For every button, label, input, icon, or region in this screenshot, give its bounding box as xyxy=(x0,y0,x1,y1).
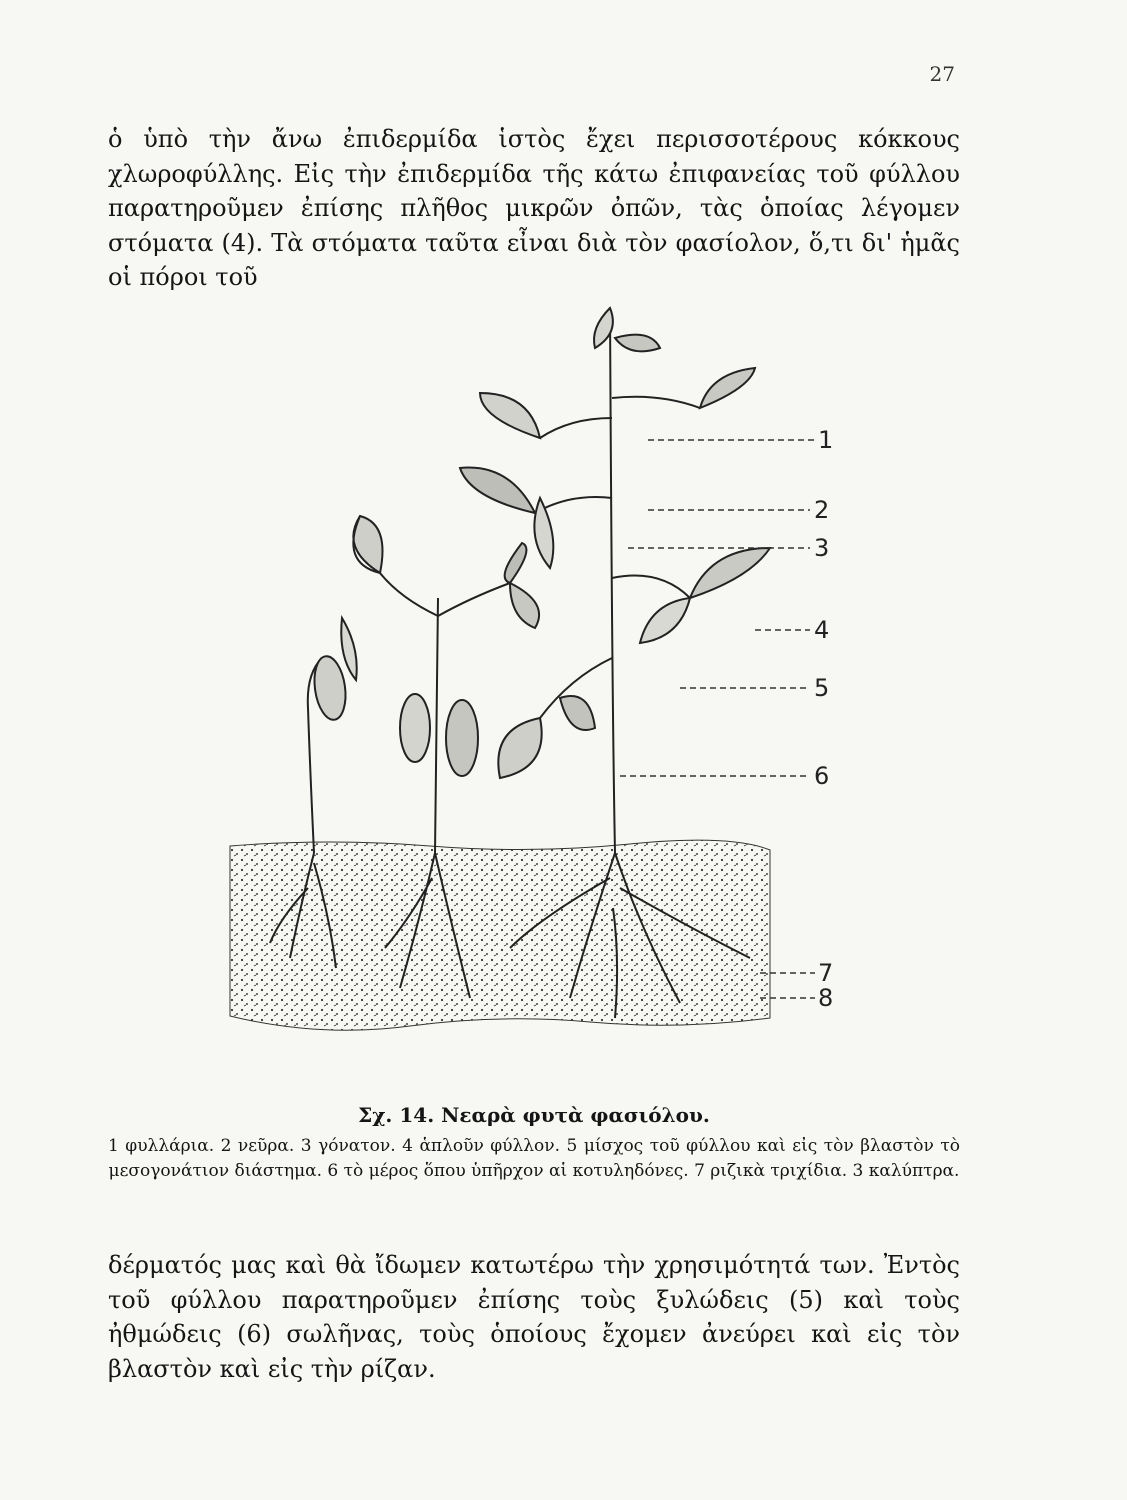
bean-plants-illustration xyxy=(210,298,850,1088)
callout-label-1: 1 xyxy=(818,426,834,454)
callout-label-7: 7 xyxy=(818,959,834,987)
top-paragraph: ὁ ὑπὸ τὴν ἄνω ἐπιδερμίδα ἱστὸς ἔχει περισσοτέρους κόκκους χλωροφύλλης. Εἰς τὴν ἐπιδερμίδα τῆς κάτω ἐπιφανείας τοῦ φύλλου παρατηροῦμεν ἐπίσης πλῆθος μικρῶν ὀπῶν, τὰς ὁποίας λέγομεν στόματα (4). Τὰ στόματα ταῦτα εἶναι διὰ τὸν φασίολον, ὅ,τι δι' ἡμᾶς οἱ πόροι τοῦ xyxy=(108,125,960,291)
bean-plants-drawing xyxy=(210,298,850,1088)
callout-label-4: 4 xyxy=(814,616,830,644)
callout-label-8: 8 xyxy=(818,984,834,1012)
figure-caption-title: Σχ. 14. Νεαρὰ φυτὰ φασιόλου. xyxy=(358,1103,710,1127)
callout-label-3: 3 xyxy=(814,534,830,562)
callout-label-2: 2 xyxy=(814,496,830,524)
bottom-paragraph: δέρματός μας καὶ θὰ ἴδωμεν κατωτέρω τὴν χρησιμότητά των. Ἐντὸς τοῦ φύλλου παρατηροῦμεν ἐπίσης τοὺς ξυλώδεις (5) καὶ τοὺς ἠθμώδεις (6) σωλῆνας, τοὺς ὁποίους ἔχομεν ἀνεύρει καὶ εἰς τὸν βλαστὸν καὶ εἰς τὴν ρίζαν. xyxy=(108,1251,960,1383)
figure-caption-text: 1 φυλλάρια. 2 νεῦρα. 3 γόνατον. 4 ἁπλοῦν φύλλον. 5 μίσχος τοῦ φύλλου καὶ εἰς τὸν βλαστὸν τὸ μεσογονάτιον διάστημα. 6 τὸ μέρος ὅπου ὑπῆρχον αἱ κοτυληδόνες. 7 ριζικὰ τριχίδια. 3 καλύπτρα. xyxy=(108,1136,960,1181)
callout-label-6: 6 xyxy=(814,762,830,790)
callout-label-5: 5 xyxy=(814,674,830,702)
page-number: 27 xyxy=(929,62,955,86)
